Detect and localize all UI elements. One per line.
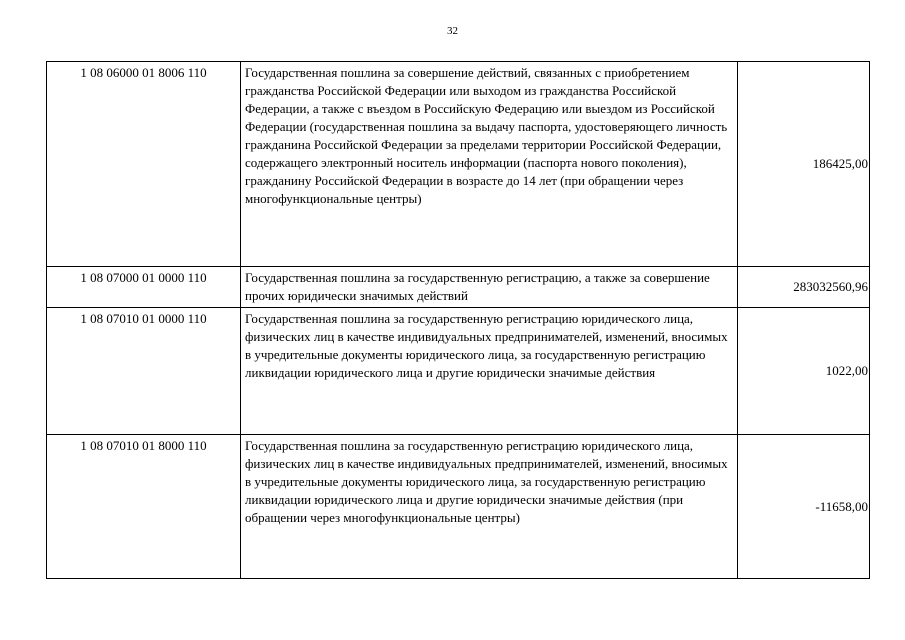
budget-code-cell: 1 08 07010 01 0000 110 [47,308,241,435]
table-row [47,308,870,435]
table-row [47,62,870,267]
amount-cell: 283032560,96 [738,267,870,308]
amount-cell: 1022,00 [738,308,870,435]
budget-code-cell: 1 08 07010 01 8000 110 [47,435,241,579]
description-cell: Государственная пошлина за государственную регистрацию юридического лица, физических лиц в качестве индивидуальных предпринимателей, изменений, вносимых в учредительные документы юридического лица, за государственную регистрацию ликвидации юридического лица и другие юридически значимые действия (при обращении через многофункциональные центры) [241,435,738,579]
table-row [47,435,870,579]
amount-cell: -11658,00 [738,435,870,579]
page-number: 32 [447,25,458,37]
amount-cell: 186425,00 [738,62,870,267]
description-cell: Государственная пошлина за совершение действий, связанных с приобретением гражданства Российской Федерации или выходом из гражданства Российской Федерации, а также с въездом в Российскую Федерацию или выездом из Российской Федерации (государственная пошлина за выдачу паспорта, удостоверяющего личность гражданина Российской Федерации за пределами территории Российской Федерации, содержащего электронный носитель информации (паспорта нового поколения), гражданину Российской Федерации в возрасте до 14 лет (при обращении через многофункциональные центры) [241,62,738,267]
table-row [47,267,870,308]
description-cell: Государственная пошлина за государственную регистрацию юридического лица, физических лиц в качестве индивидуальных предпринимателей, изменений, вносимых в учредительные документы юридического лица, за государственную регистрацию ликвидации юридического лица и другие юридически значимые действия [241,308,738,435]
budget-table [46,61,870,579]
budget-code-cell: 1 08 07000 01 0000 110 [47,267,241,308]
description-cell: Государственная пошлина за государственную регистрацию, а также за совершение прочих юридически значимых действий [241,267,738,308]
budget-code-cell: 1 08 06000 01 8006 110 [47,62,241,267]
